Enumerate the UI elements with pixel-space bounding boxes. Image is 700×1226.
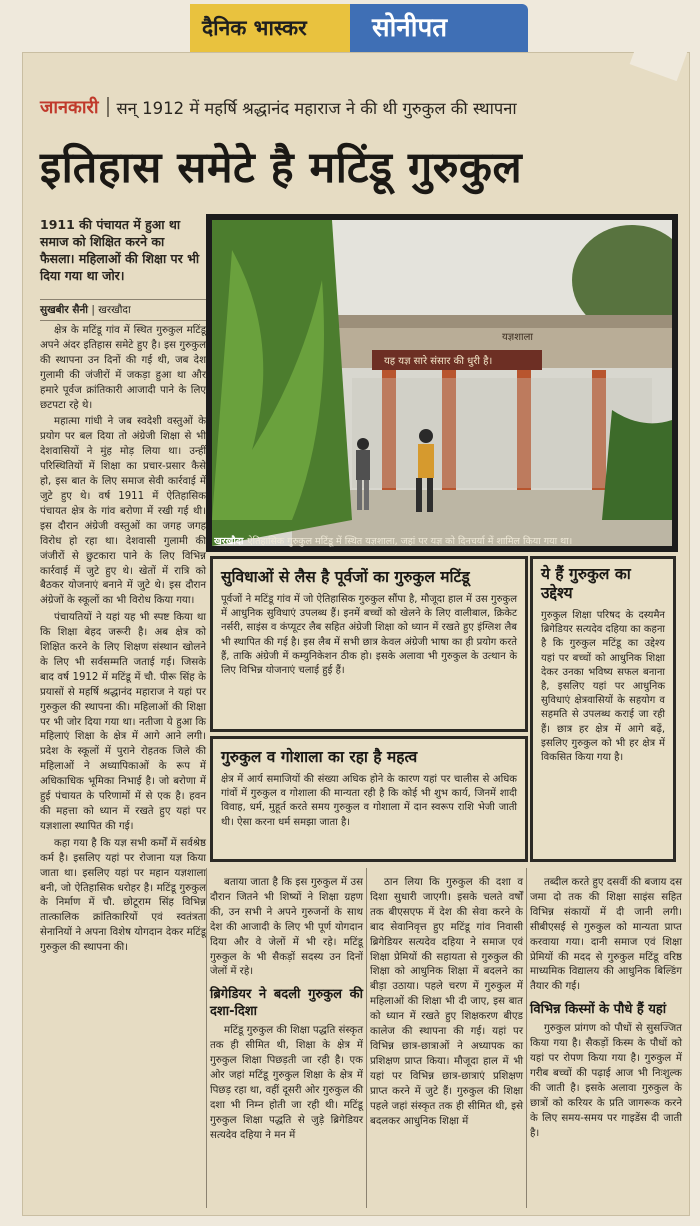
byline-place: खरखौदा [98, 304, 131, 316]
gaushala-text: क्षेत्र में आर्य समाजियों की संख्या अधिक होने के कारण यहां पर चालीस से अधिक गांवों में गुरुकुल व गोशाला की मान्यता रही है कि कोई भी शुभ कार्य, जिनमें शादी विवाह, धर्म, मुहूर्त करते समय गुरुकुल व गोशाला में दान स्वरूप राशि भेजी जाती थी। ऐसा करना धर्म समझा जाता है। [221, 774, 517, 828]
col3-paragraph: ठान लिया कि गुरुकुल की दशा व दिशा सुधारी जाएगी। इसके चलते वर्षों तक बीएसएफ में देश की सेवा करने के बाद सेवानिवृत्त हुए मटिंडू गांव निवासी ब्रिगेडियर सत्यदेव दहिया ने समाज एवं शिक्षा प्रेमियों की सहायता से गुरुकुल की शिक्षा को आधुनिक शिक्षा में बदलने का बीड़ा उठाया। पहले चरण में गुरुकुल में महिलाओं की शिक्षा भी दी जाए, इस बात को ध्यान में रखते हुए शिक्षकरण बीएड कालेज की स्थापना की गई। यहां पर विभिन्न छात्र-छात्राओं ने अध्यापक का प्रशिक्षण प्राप्त किया। मौजूदा हाल में भी यहां पर विभिन्न छात्र-छात्राएं प्रशिक्षण प्राप्त करने में जुटे हैं। गुरुकुल की शिक्षा पहले जहां संस्कृत तक ही सीमित थी, इसे बदलकर आधुनिक शिक्षा में [370, 877, 523, 1127]
purpose-box [530, 556, 676, 862]
photo-caption [214, 534, 670, 547]
kicker-text: सन् 1912 में महर्षि श्रद्धानंद महाराज ने की थी गुरुकुल की स्थापना [116, 98, 517, 118]
kicker-tag: जानकारी [40, 97, 99, 118]
byline-author: सुखबीर सैनी [40, 304, 88, 316]
caption-text: ऐतिहासिक गुरुकुल मटिंडू में स्थित यज्ञशाला, जहां पर यज्ञ को दिनचर्या में शामिल किया गया था। [247, 536, 573, 547]
sign-top: यज्ञशाला [502, 332, 533, 343]
purpose-text: गुरुकुल शिक्षा परिषद के दस्यमैन ब्रिगेडियर सत्यदेव दहिया का कहना है कि गुरुकुल मटिंडू का उद्देश्य यहां पर बच्चों को आधुनिक शिक्षा देकर उनका भविष्य सफल बनाना है, इसलिए यहां पर आधुनिक सुविधाएं क्षेत्रवासियों के सहयोग व सहमति से उपलब्ध कराई जा रही हैं। छात्र हर क्षेत्र में आगे बढ़ें, इसलिए गुरुकुल को भी हर क्षेत्र में विकसित किया गया है। [541, 610, 665, 764]
caption-location: खरखौदा [214, 536, 244, 547]
left-paragraph: महात्मा गांधी ने जब स्वदेशी वस्तुओं के प्रयोग पर बल दिया तो अंग्रेजी शिक्षा से भी देशवासियों ने मुंह मोड़ लिया था। उन्हीं परिस्थितियों में शिक्षा का प्रचार-प्रसार कैसे हो, इस बात के लिए समाज सेवी कार्रवाई में जुटे हुए थे। वर्ष 1911 में ऐतिहासिक पंचायत क्षेत्र के गांव बरोणा में रखी गई थी। इस दौरान अंग्रेजी वस्तुओं का जगह जगह विरोध हो रहा था। देशवासी गुलामी की जंजीरों से छुटकारा पाने के लिए विभिन्न कार्रवाई में जुटे हुए थे। खेतों में रात्रि को बैठकर योजनाएं बनाने में जुटे थे। इस दौरान अंग्रेजों के स्कूलों का भी विरोध किया गया। [40, 416, 206, 607]
masthead [190, 4, 528, 52]
column-2 [210, 876, 363, 1146]
column-4 [530, 876, 682, 1144]
col2-subhead: ब्रिगेडियर ने बदली गुरुकुल की दशा-दिशा [210, 987, 363, 1020]
yagyashala-photo [206, 214, 678, 552]
kicker [40, 92, 682, 122]
headline: इतिहास समेटे है मटिंडू गुरुकुल [40, 143, 523, 193]
gaushala-box [210, 736, 528, 862]
col4-paragraph: तब्दील करते हुए दसवीं की बजाय दस जमा दो तक की शिक्षा साइंस सहित विभिन्न संकायों में दी जानी लगी। सीबीएसई से गुरुकुल को मान्यता प्राप्त करवाया गया। दानी समाज एवं शिक्षा प्रेमियों की मदद से गुरुकुल मटिंडू वरिष्ठ माध्यमिक विद्यालय की आधुनिक बिल्डिंग तैयार की गई। [530, 877, 682, 993]
col2-paragraph: मटिंडू गुरुकुल की शिक्षा पद्धति संस्कृत तक ही सीमित थी, शिक्षा के क्षेत्र में गुरुकुल शिक्षा पिछड़ती जा रही है। एक ओर जहां मटिंडू गुरुकुल शिक्षा के क्षेत्र में पिछड़ रहा था, वहीं दूसरी ओर गुरुकुल की दशा भी निम्न होती जा रही थी। मटिंडू गुरुकुल शिक्षा पद्धति से जुड़े ब्रिगेडियर सत्यदेव दहिया ने मन में [210, 1025, 363, 1141]
facilities-title: सुविधाओं से लैस है पूर्वजों का गुरुकुल मटिंडू [221, 568, 470, 586]
column-divider [206, 868, 207, 1208]
newspaper-name: दैनिक भास्कर [190, 4, 350, 52]
col4-subhead: विभिन्न किस्मों के पौधे हैं यहां [530, 1002, 667, 1018]
kicker-divider [107, 97, 109, 117]
column-divider [366, 868, 367, 1208]
byline-divider: | [91, 304, 99, 316]
column-divider [526, 868, 527, 1208]
sign-banner: यह यज्ञ सारे संसार की धुरी है। [384, 356, 493, 367]
col2-paragraph: बताया जाता है कि इस गुरुकुल में उस दौरान जितने भी शिष्यों ने शिक्षा ग्रहण की, उन सभी ने अपने गुरुजनों के साथ देश की आजादी के लिए भी पूर्ण योगदान दिया और वे जेलों में भी रहे। मटिंडू गुरुकुल के भी सैकड़ों सदस्य उन दिनों जेलों में रहे। [210, 877, 363, 978]
column-3 [370, 876, 523, 1131]
left-paragraph: पंचायतियों ने यहां यह भी स्पष्ट किया था कि शिक्षा बेहद जरूरी है। अब क्षेत्र को शिक्षित करने के लिए शिक्षण संस्थान खोलने के लिए भी सर्वसम्मति जताई गई। जिसके बाद वर्ष 1912 में मटिंडू में चौ. पीरू सिंह के प्रयासों से महर्षि श्रद्धानंद महाराज ने यहां पर गुरुकुल की स्थापना की। महिलाओं की शिक्षा पर भी जोर दिया गया था। नतीजा ये हुआ कि महिलाएं शिक्षा के क्षेत्र में आगे आने लगी। प्रदेश के स्कूलों में पुराने रोहतक जिले की महिलाओं ने अध्यापिकाओं के रूप में अधिकाधिक भूमिका निभाई है। जो बरोणा में हुई पंचायत के परिणामों में से एक है। हवन की महत्ता को ध्यान में रखते हुए यहां पर यज्ञशाला स्थापित की गई। [40, 612, 206, 832]
lead-summary: 1911 की पंचायत में हुआ था समाज को शिक्षित करने का फैसला। महिलाओं की शिक्षा पर भी दिया गया था जोर। [40, 217, 200, 283]
left-paragraph: क्षेत्र के मटिंडू गांव में स्थित गुरुकुल मटिंडू अपने अंदर इतिहास समेटे हुए है। इस गुरुकुल की स्थापना उन दिनों की गई थी, जब देश गुलामी की जंजीरों में जकड़ा हुआ था और हमारे पूर्वज क्रांतिकारी आजादी पाने के लिए छटपटा रहे थे। [40, 325, 206, 411]
col4-paragraph: गुरुकुल प्रांगण को पौधों से सुसज्जित किया गया है। सैकड़ों किस्म के पौधों को यहां पर रोपण किया गया है। गुरुकुल में गरीब बच्चों की पढ़ाई आज भी निःशुल्क की जाती है। इसके अलावा गुरुकुल के छात्रों को करियर के प्रति जागरूक करने के लिए समय-समय पर गाइडेंस दी जाती है। [530, 1023, 682, 1139]
byline [40, 299, 206, 321]
city-edition: सोनीपत [350, 4, 528, 52]
facilities-text: पूर्वजों ने मटिंडू गांव में जो ऐतिहासिक गुरुकुल सौंपा है, मौजूदा हाल में उस गुरुकुल में आधुनिक सुविधाएं उपलब्ध हैं। इनमें बच्चों को खेलने के लिए वालीबाल, क्रिकेट नर्सरी, साइंस व कंप्यूटर लैब सहित अंग्रेजी शिक्षा को ध्यान में रखते हुए इंग्लिश लैब भी स्थापित की गई है। इस लैब में सभी छात्र केवल अंग्रेजी भाषा का ही प्रयोग करते हैं, ताकि अंग्रेजी में कम्युनिकेशन ठीक हो। इसके अलावा भी गुरुकुल के उत्थान के लिए विभिन्न योजनाएं चलाई हुई हैं। [221, 594, 517, 677]
left-paragraph: कहा गया है कि यज्ञ सभी कर्मों में सर्वश्रेष्ठ कर्म है। इसलिए यहां पर रोजाना यज्ञ किया जाता था। इसलिए यहां पर महान यज्ञशाला बनी, जो ऐतिहासिक धरोहर है। मटिंडू गुरुकुल के निर्माण में चौ. छोटूराम सिंह विभिन्न तात्कालिक क्रांतिकारियों एवं स्वतंत्रता सेनानियों ने अपना विशेष योगदान देकर मटिंडू गुरुकुल की स्थापना की। [40, 837, 206, 954]
photo-illustration [212, 220, 672, 546]
facilities-box [210, 556, 528, 732]
gaushala-title: गुरुकुल व गोशाला का रहा है महत्व [221, 748, 418, 766]
purpose-title: ये हैं गुरुकुल का उद्देश्य [541, 565, 631, 602]
left-column [40, 324, 206, 958]
